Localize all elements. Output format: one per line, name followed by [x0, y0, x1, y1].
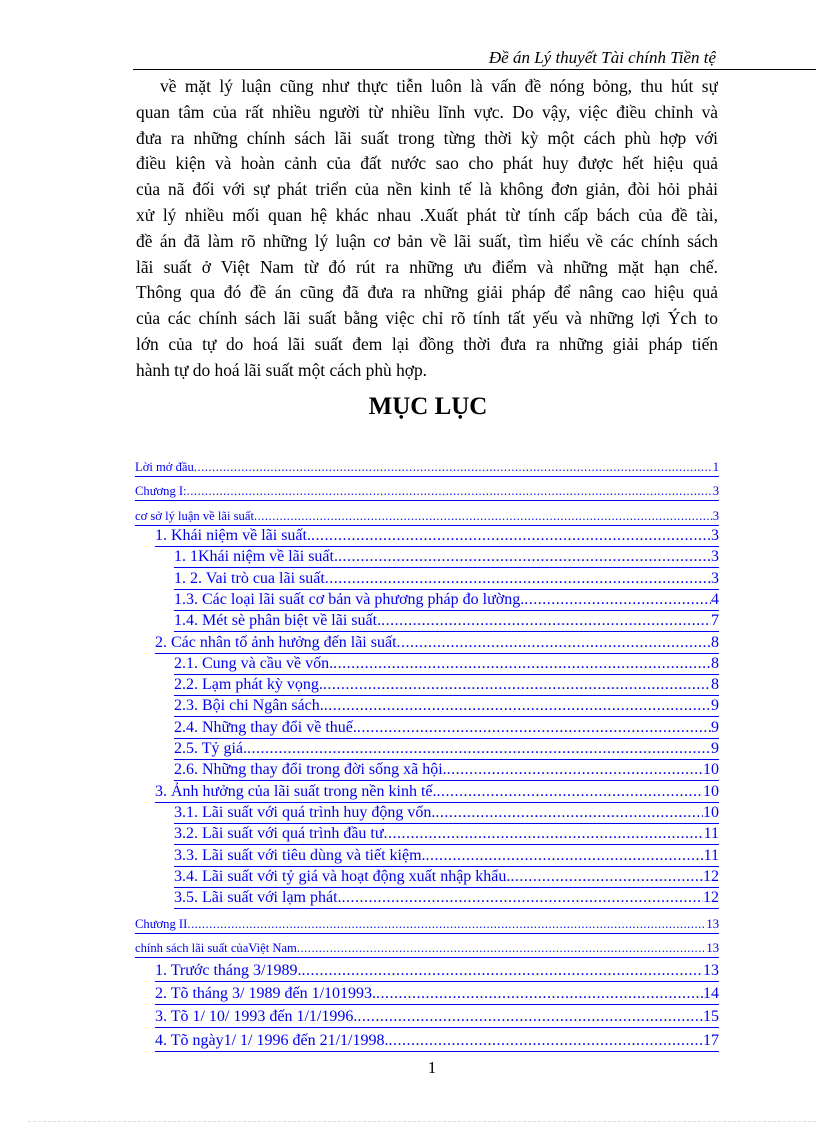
toc-leader-dots [254, 509, 713, 525]
body-line: lãi suất ở Việt Nam từ đó rút ra những ưu điểm và những mặt hạn chế. [136, 256, 718, 277]
toc-entry-ch2-section-3[interactable] [155, 1005, 719, 1028]
body-line: hành tự do hoá lãi suất một cách phù hợp. [136, 359, 428, 380]
footer-divider [28, 1121, 816, 1122]
toc-entry-ch2-section-1[interactable] [155, 958, 719, 981]
toc-leader-dots [447, 761, 703, 780]
toc-entry-label: 2.6. Những thay đổi trong đời sống xã hội. [174, 761, 447, 779]
toc-entry-page: 10 [703, 761, 719, 779]
toc-entry-section-3-5[interactable] [174, 888, 719, 909]
toc-entry-page: 12 [703, 867, 719, 885]
toc-entry-page: 3 [711, 548, 719, 566]
toc-entry-page: 9 [711, 697, 719, 715]
toc-entry-page: 10 [703, 782, 719, 800]
toc-leader-dots [333, 655, 711, 674]
body-line: quan tâm của rất nhiều người từ nhiều lĩnh vực. Do vậy, việc điều chỉnh và [136, 101, 718, 122]
toc-leader-dots [376, 985, 703, 1004]
toc-entry-page: 3 [711, 527, 719, 545]
toc-leader-dots [323, 676, 711, 695]
toc-entry-page: 15 [703, 1008, 719, 1026]
toc-entry-label: 1. 2. Vai trò cua lãi suất [174, 569, 325, 587]
toc-entry-label: 2. Các nhân tố ảnh hưởng đến lãi suất [155, 633, 397, 651]
toc-leader-dots [388, 1032, 703, 1051]
toc-entry-loi-mo-dau[interactable] [135, 452, 719, 477]
toc-leader-dots [194, 460, 713, 476]
toc-entry-label: 3.3. Lãi suất với tiêu dùng và tiết kiệm. [174, 846, 426, 864]
toc-leader-dots [357, 1008, 703, 1027]
toc-entry-section-2-5[interactable] [174, 739, 719, 760]
toc-leader-dots [397, 634, 711, 653]
toc-entry-page: 11 [703, 825, 719, 843]
toc-entry-section-2-4[interactable] [174, 717, 719, 738]
toc-leader-dots [324, 697, 711, 716]
toc-entry-label: Lời mở đầu [135, 459, 194, 474]
toc-leader-dots [357, 719, 711, 738]
toc-leader-dots [187, 484, 713, 500]
toc-entry-label: 3.4. Lãi suất với tỷ giá và hoạt động xuất nhập khẩu. [174, 867, 511, 885]
toc-entry-page: 13 [706, 941, 719, 956]
toc-leader-dots [384, 825, 704, 844]
toc-entry-label: cơ sở lý luận về lãi suất [135, 508, 254, 523]
body-line: đưa ra những chính sách lãi suất trong từng thời kỳ một cách phù hợp với [136, 127, 718, 148]
toc-entry-section-1-2[interactable] [174, 568, 719, 589]
toc-entry-page: 8 [711, 633, 719, 651]
page-header [133, 48, 816, 70]
toc-leader-dots [435, 804, 703, 823]
toc-entry-chuong-1-title[interactable] [135, 501, 719, 526]
toc-entry-label: 2.4. Những thay đổi về thuế. [174, 718, 357, 736]
body-line: của các chính sách lãi suất bằng việc chỉ rõ tính tất yếu và những lợi Ých to [136, 308, 718, 329]
toc-leader-dots [381, 612, 711, 631]
toc-entry-page: 3 [712, 508, 719, 523]
body-line: lớn của tự do hoá lãi suất đem lại đồng thời đưa ra những giải pháp tiến [136, 333, 718, 354]
toc-entry-page: 1 [712, 459, 719, 474]
body-line: Thông qua đó đề án cũng đã đưa ra những giải pháp để nâng cao hiệu quả [136, 282, 718, 303]
toc-entry-section-2-6[interactable] [174, 760, 719, 781]
toc-entry-label: 3. Ảnh hưởng của lãi suất trong nền kinh tế. [155, 782, 437, 800]
toc-entry-label: 3.5. Lãi suất với lạm phát. [174, 889, 342, 907]
toc-entry-section-2-1[interactable] [174, 654, 719, 675]
toc-entry-chuong-2[interactable] [135, 909, 719, 934]
toc-entry-label: 2.3. Bội chi Ngân sách. [174, 697, 324, 715]
toc-entry-page: 17 [703, 1031, 719, 1049]
toc-entry-section-3-4[interactable] [174, 867, 719, 888]
toc-leader-dots [187, 917, 706, 933]
body-line: đề án đã làm rõ những lý luận cơ bản về lãi suất, tìm hiểu về các chính sách [136, 230, 718, 251]
toc-leader-dots [301, 962, 703, 981]
toc-entry-section-3[interactable] [155, 781, 719, 802]
toc-leader-dots [247, 740, 711, 759]
body-line: điều kiện và hoàn cảnh của đất nước sao cho phát huy được hết hiệu quả [136, 153, 718, 174]
toc-entry-label: 2.2. Lạm phát kỳ vọng. [174, 676, 323, 694]
toc-entry-chuong-1[interactable] [135, 477, 719, 502]
toc-entry-page: 12 [703, 889, 719, 907]
toc-entry-page: 9 [711, 718, 719, 736]
toc-entry-label: chính sách lãi suất củaViệt Nam [135, 941, 297, 956]
toc-entry-page: 3 [711, 569, 719, 587]
toc-leader-dots [524, 591, 711, 610]
toc-entry-section-3-2[interactable] [174, 824, 719, 845]
toc-entry-section-2-2[interactable] [174, 675, 719, 696]
toc-entry-label: 1. Khái niệm về lãi suất. [155, 527, 311, 545]
toc-leader-dots [311, 527, 711, 546]
toc-entry-page: 4 [711, 590, 719, 608]
toc-entry-page: 9 [711, 740, 719, 758]
toc-entry-label: 3.2. Lãi suất với quá trình đầu tư [174, 825, 384, 843]
toc-entry-label: 1. Trước tháng 3/1989. [155, 961, 302, 979]
toc-entry-label: 2.1. Cung và cầu về vốn. [174, 654, 334, 672]
toc-entry-label: 1.3. Các loại lãi suất cơ bản và phương pháp đo lường. [174, 590, 525, 608]
toc-leader-dots [325, 570, 711, 589]
toc-entry-label: 3. Tõ 1/ 10/ 1993 đến 1/1/1996. [155, 1008, 358, 1026]
body-paragraph [136, 74, 718, 384]
body-line: về mặt lý luận cũng như thực tiễn luôn là vấn đề nóng bỏng, thu hút sự [160, 76, 718, 96]
toc-leader-dots [338, 548, 711, 567]
toc-entry-label: 2.5. Tỷ giá. [174, 740, 248, 758]
table-of-contents [135, 452, 719, 1052]
toc-entry-page: 3 [712, 484, 719, 499]
toc-entry-label: 1.4. Mét sè phân biệt về lãi suất. [174, 612, 382, 630]
toc-entry-section-1-4[interactable] [174, 611, 719, 632]
page-number: 1 [427, 1058, 437, 1077]
toc-entry-section-2[interactable] [155, 632, 719, 653]
toc-entry-label: 2. Tõ tháng 3/ 1989 đến 1/101993. [155, 984, 377, 1002]
toc-entry-label: 1. 1Khái niệm về lãi suất. [174, 548, 338, 566]
toc-entry-page: 7 [711, 612, 719, 630]
body-line: xử lý nhiều mối quan hệ khác nhau .Xuất phát từ tính cấp bách của đề tài, [136, 204, 718, 225]
toc-title: MỤC LỤC [368, 393, 488, 420]
toc-entry-ch2-section-2[interactable] [155, 982, 719, 1005]
toc-entry-label: 4. Tõ ngày1/ 1/ 1996 đến 21/1/1998. [155, 1031, 389, 1049]
header-title: Đề án Lý thuyết Tài chính Tiền tệ [488, 48, 716, 67]
toc-entry-chuong-2-title[interactable] [135, 934, 719, 959]
toc-entry-section-1-3[interactable] [174, 590, 719, 611]
toc-entry-page: 14 [703, 984, 719, 1002]
toc-leader-dots [437, 783, 703, 802]
toc-entry-label: Chương II [135, 916, 188, 931]
toc-entry-page: 11 [703, 846, 719, 864]
toc-entry-page: 8 [711, 676, 719, 694]
toc-entry-label: 3.1. Lãi suất với quá trình huy động vốn. [174, 803, 436, 821]
toc-entry-ch2-section-4[interactable] [155, 1028, 719, 1051]
body-line: của nã đối với sự phát triển của nền kinh tế là không đơn giản, đòi hỏi phải [136, 179, 718, 200]
toc-entry-page: 13 [703, 961, 719, 979]
toc-entry-section-3-3[interactable] [174, 845, 719, 866]
toc-entry-section-1[interactable] [155, 526, 719, 547]
toc-leader-dots [342, 889, 703, 908]
toc-entry-page: 13 [706, 916, 719, 931]
toc-entry-page: 10 [703, 803, 719, 821]
toc-entry-page: 8 [711, 654, 719, 672]
toc-leader-dots [510, 868, 703, 887]
toc-leader-dots [426, 847, 704, 866]
toc-entry-section-3-1[interactable] [174, 803, 719, 824]
toc-entry-section-1-1[interactable] [174, 547, 719, 568]
toc-entry-section-2-3[interactable] [174, 696, 719, 717]
toc-leader-dots [297, 941, 707, 957]
toc-entry-label: Chương I: [135, 484, 187, 499]
